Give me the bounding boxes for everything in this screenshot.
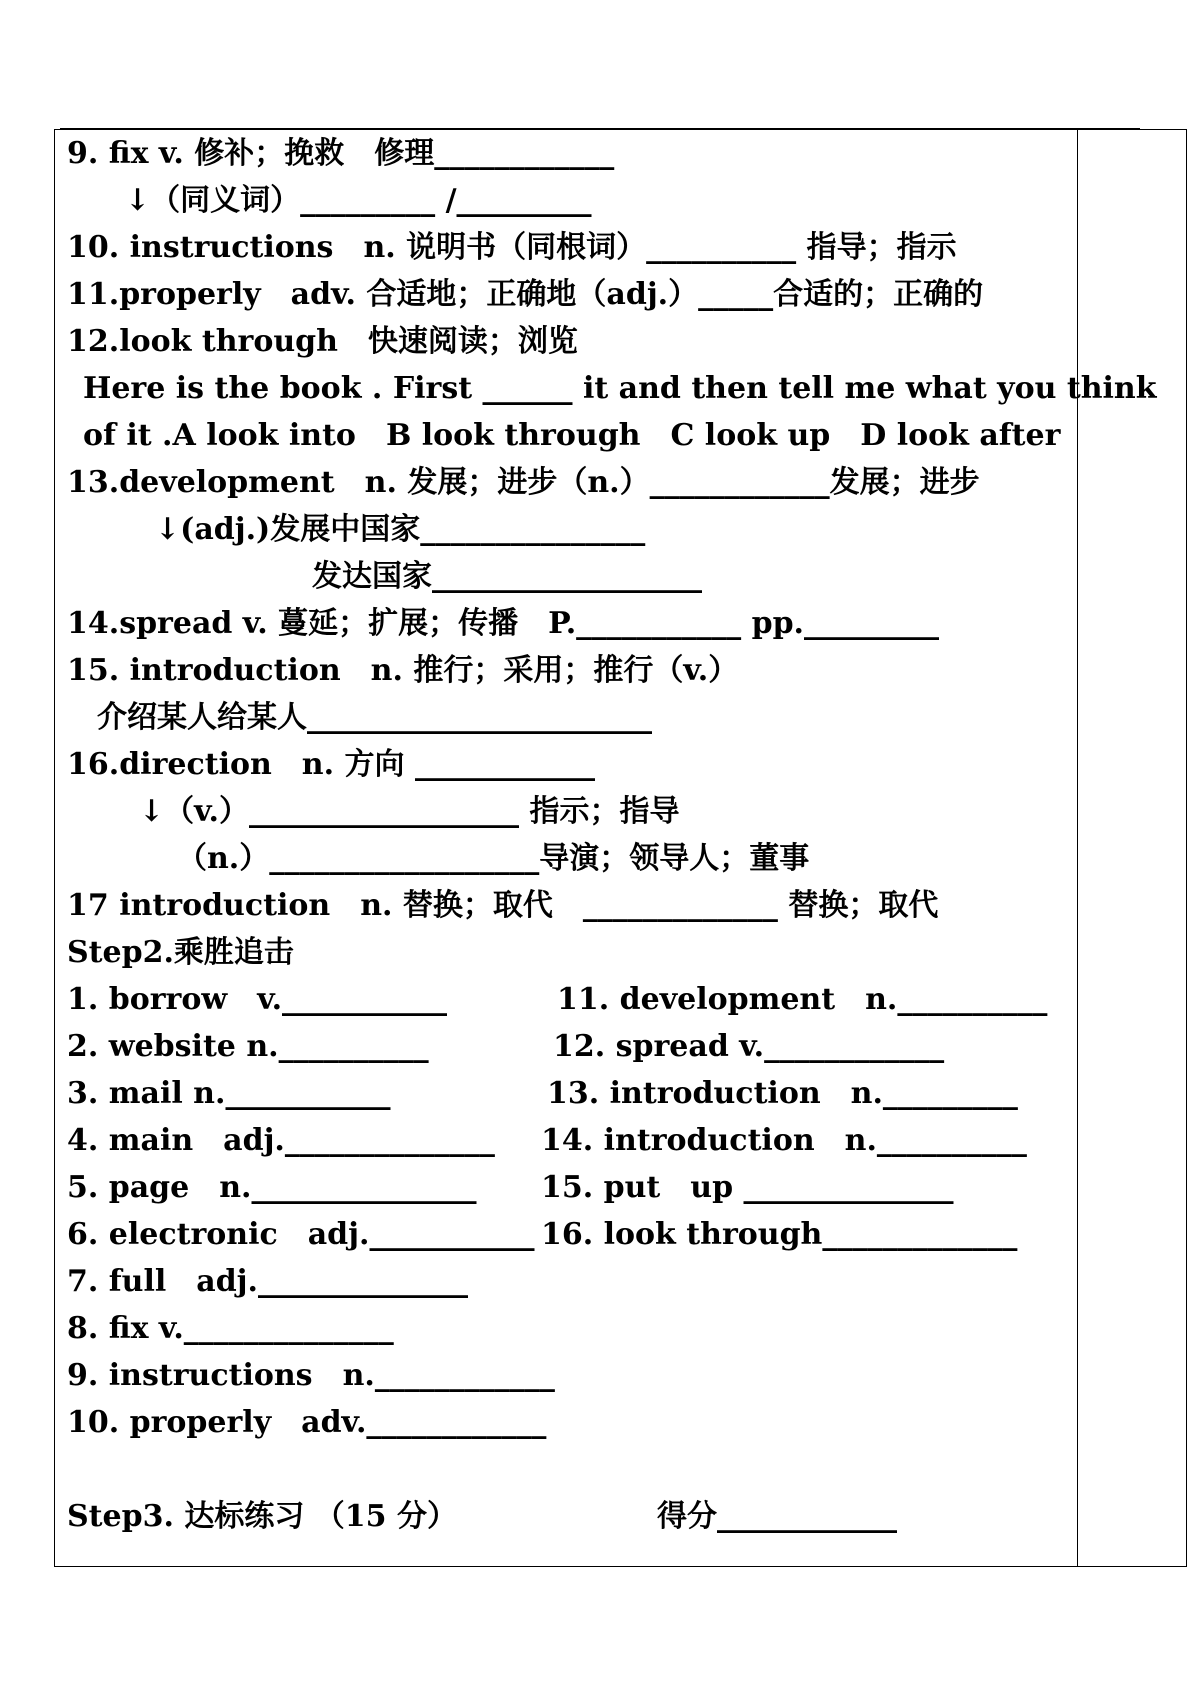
vocab-line: ↓（同义词）_________ /_________	[125, 183, 592, 218]
exercise-item-left: 10. properly adv.____________	[67, 1405, 547, 1440]
exercise-row	[67, 1211, 1067, 1258]
exercise-row	[67, 1117, 1067, 1164]
vocab-line: 10. instructions n. 说明书（同根词）__________ 指导；指示	[67, 230, 957, 265]
exercise-item-right: 14. introduction n.__________	[541, 1123, 1027, 1158]
step2-exercise-list	[67, 976, 1067, 1446]
worksheet-table	[54, 129, 1187, 1567]
exercise-item-left: 9. instructions n.____________	[67, 1358, 555, 1393]
vocab-line: （n.）__________________导演；领导人；董事	[177, 841, 810, 876]
vocab-line: 14.spread v. 蔓延；扩展；传播 P.___________ pp._________	[67, 606, 939, 641]
exercise-item-right: 16. look through_____________	[541, 1217, 1018, 1252]
score-field: 得分____________	[657, 1499, 897, 1534]
exercise-item-right: 15. put up ______________	[541, 1170, 954, 1205]
spacer	[67, 1446, 1067, 1493]
column-divider	[1077, 130, 1078, 1566]
exercise-item-left: 5. page n._______________	[67, 1170, 477, 1205]
vocab-line: 13.development n. 发展；进步（n.）____________发展；进步	[67, 465, 980, 500]
vocab-line: 9. fix v. 修补；挽救 修理____________	[67, 136, 615, 171]
exercise-row	[67, 1352, 1067, 1399]
exercise-row	[67, 1399, 1067, 1446]
exercise-row	[67, 1070, 1067, 1117]
exercise-item-right: 13. introduction n._________	[547, 1076, 1018, 1111]
exercise-row	[67, 1305, 1067, 1352]
vocab-line: 15. introduction n. 推行；采用；推行（v.）	[67, 653, 739, 688]
exercise-row	[67, 1023, 1067, 1070]
step3-title: Step3. 达标练习 （15 分）	[67, 1499, 457, 1534]
exercise-item-left: 7. full adj.______________	[67, 1264, 468, 1299]
exercise-item-left: 8. fix v.______________	[67, 1311, 394, 1346]
vocab-line: ↓(adj.)发展中国家_______________	[155, 512, 646, 547]
exercise-item-right: 11. development n.__________	[557, 982, 1048, 1017]
vocabulary-section	[67, 130, 1157, 929]
vocab-line: 17 introduction n. 替换；取代 _____________ 替换；取代	[67, 888, 939, 923]
vocab-line: Here is the book . First ______ it and then tell me what you think	[83, 371, 1157, 406]
step3-row	[67, 1493, 1067, 1540]
vocab-line: 介绍某人给某人_______________________	[97, 700, 652, 735]
exercise-item-left: 1. borrow v.___________	[67, 982, 448, 1017]
exercise-item-left: 4. main adj.______________	[67, 1123, 495, 1158]
exercise-item-right: 12. spread v.____________	[553, 1029, 945, 1064]
exercise-row	[67, 976, 1067, 1023]
vocab-line: 12.look through 快速阅读；浏览	[67, 324, 578, 359]
vocab-line: 11.properly adv. 合适地；正确地（adj.）_____合适的；正确的	[67, 277, 984, 312]
exercise-item-left: 2. website n.__________	[67, 1029, 429, 1064]
main-cell	[67, 130, 1157, 1540]
vocab-line: of it .A look into B look through C look up D look after	[83, 418, 1061, 453]
vocab-line: ↓（v.）__________________ 指示；指导	[139, 794, 680, 829]
exercise-row	[67, 1258, 1067, 1305]
step2-title: Step2.乘胜追击	[67, 935, 294, 970]
vocab-line: 发达国家__________________	[312, 559, 702, 594]
exercise-item-left: 3. mail n.___________	[67, 1076, 391, 1111]
exercise-item-left: 6. electronic adj.___________	[67, 1217, 535, 1252]
exercise-row	[67, 1164, 1067, 1211]
vocab-line: 16.direction n. 方向 ____________	[67, 747, 595, 782]
